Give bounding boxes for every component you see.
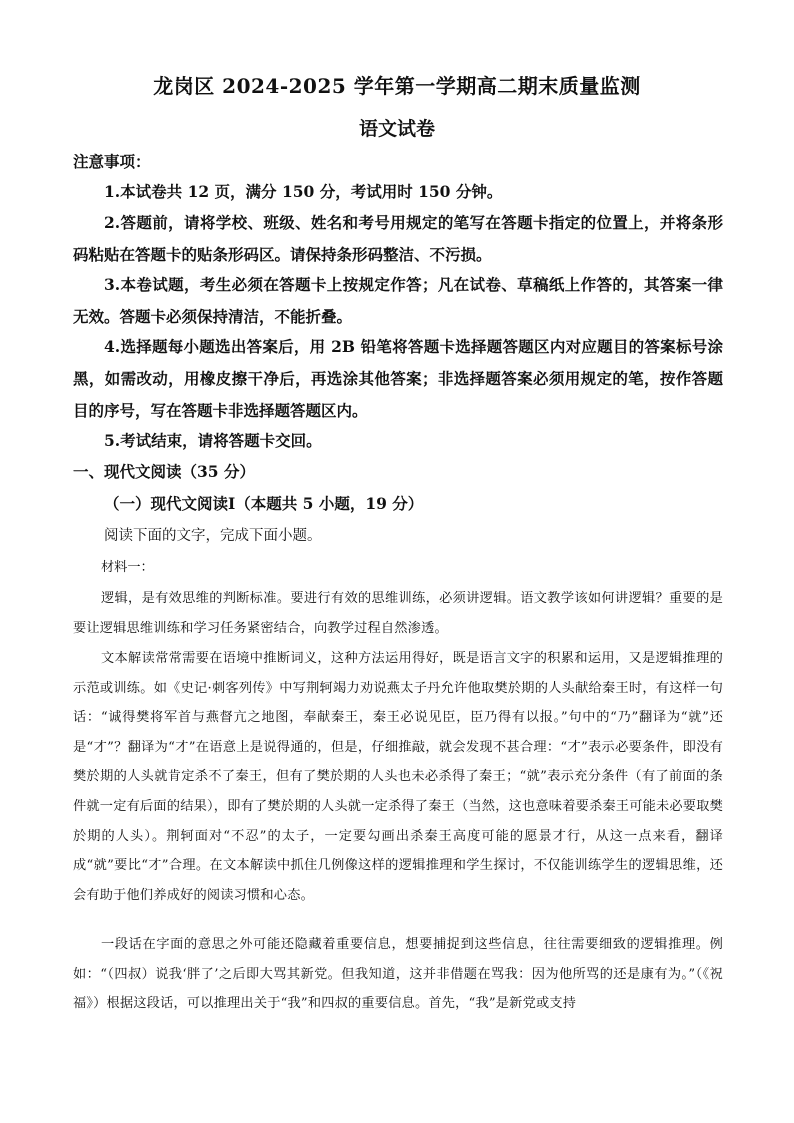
material-paragraph-1: 逻辑，是有效思维的判断标准。要进行有效的思维训练，必须讲逻辑。语文教学该如何讲逻辑？重要的是要让逻辑思维训练和学习任务紧密结合，向教学过程自然渗透。: [73, 591, 723, 636]
exam-title: 龙岗区 2024-2025 学年第一学期高二期末质量监测: [153, 74, 641, 98]
subsection-heading: （一）现代文阅读Ⅰ（本题共 5 小题，19 分）: [104, 494, 424, 513]
reading-instruction: 阅读下面的文字，完成下面小题。: [104, 528, 322, 544]
notice-item-3: 3.本卷试题，考生必须在答题卡上按规定作答；凡在试卷、草稿纸上作答的，其答案一律无效。答题卡必须保持清洁，不能折叠。: [73, 275, 723, 326]
material-paragraph-3: 一段话在字面的意思之外可能还隐藏着重要信息，想要捕捉到这些信息，往往需要细致的逻辑推理。例如：“（四叔）说我‘胖了’之后即大骂其新党。但我知道，这并非借题在骂我：因为他所骂的还是康有为。”（《祝福》）根据这段话，可以推理出关于“我”和四叔的重要信息。首先，“我”是新党或支持: [73, 937, 723, 1012]
exam-subtitle: 语文试卷: [358, 118, 435, 140]
notice-heading: 注意事项：: [73, 152, 151, 171]
notice-item-2: 2.答题前，请将学校、班级、姓名和考号用规定的笔写在答题卡指定的位置上，并将条形码粘贴在答题卡的贴条形码区。请保持条形码整洁、不污损。: [73, 213, 723, 264]
section-heading: 一、现代文阅读（35 分）: [73, 462, 255, 481]
notice-item-4: 4.选择题每小题选出答案后，用 2B 铅笔将答题卡选择题答题区内对应题目的答案标号涂黑，如需改动，用橡皮擦干净后，再选涂其他答案；非选择题答案必须用规定的笔，按作答题目的序号，写在答题卡非选择题答题区内。: [73, 337, 723, 420]
notice-item-1: 1.本试卷共 12 页，满分 150 分，考试用时 150 分钟。: [104, 182, 503, 201]
notice-item-5: 5.考试结束，请将答题卡交回。: [104, 431, 322, 450]
material-paragraph-2: 文本解读常常需要在语境中推断词义，这种方法运用得好，既是语言文字的积累和运用，又是逻辑推理的示范或训练。如《史记·刺客列传》中写荆轲竭力劝说燕太子丹允许他取樊於期的人头献给秦王时，有这样一句话：“诚得樊将军首与燕督亢之地图，奉献秦王，秦王必说见臣，臣乃得有以报。”句中的“乃”翻译为“就”还是“才”？翻译为“才”在语意上是说得通的，但是，仔细推敲，就会发现不甚合理：“才”表示必要条件，即没有樊於期的人头就肯定杀不了秦王，但有了樊於期的人头也未必杀得了秦王；“就”表示充分条件（有了前面的条件就一定有后面的结果），即有了樊於期的人头就一定杀得了秦王（当然，这也意味着要杀秦王可能未必要取樊於期的人头）。荆轲面对“不忍”的太子，一定要勾画出杀秦王高度可能的愿景才行，从这一点来看，翻译成“就”要比“才”合理。在文本解读中抓住几例像这样的逻辑推理和学生探讨，不仅能训练学生的逻辑思维，还会有助于他们养成好的阅读习惯和心态。: [73, 651, 723, 903]
material-label: 材料一：: [101, 560, 154, 575]
